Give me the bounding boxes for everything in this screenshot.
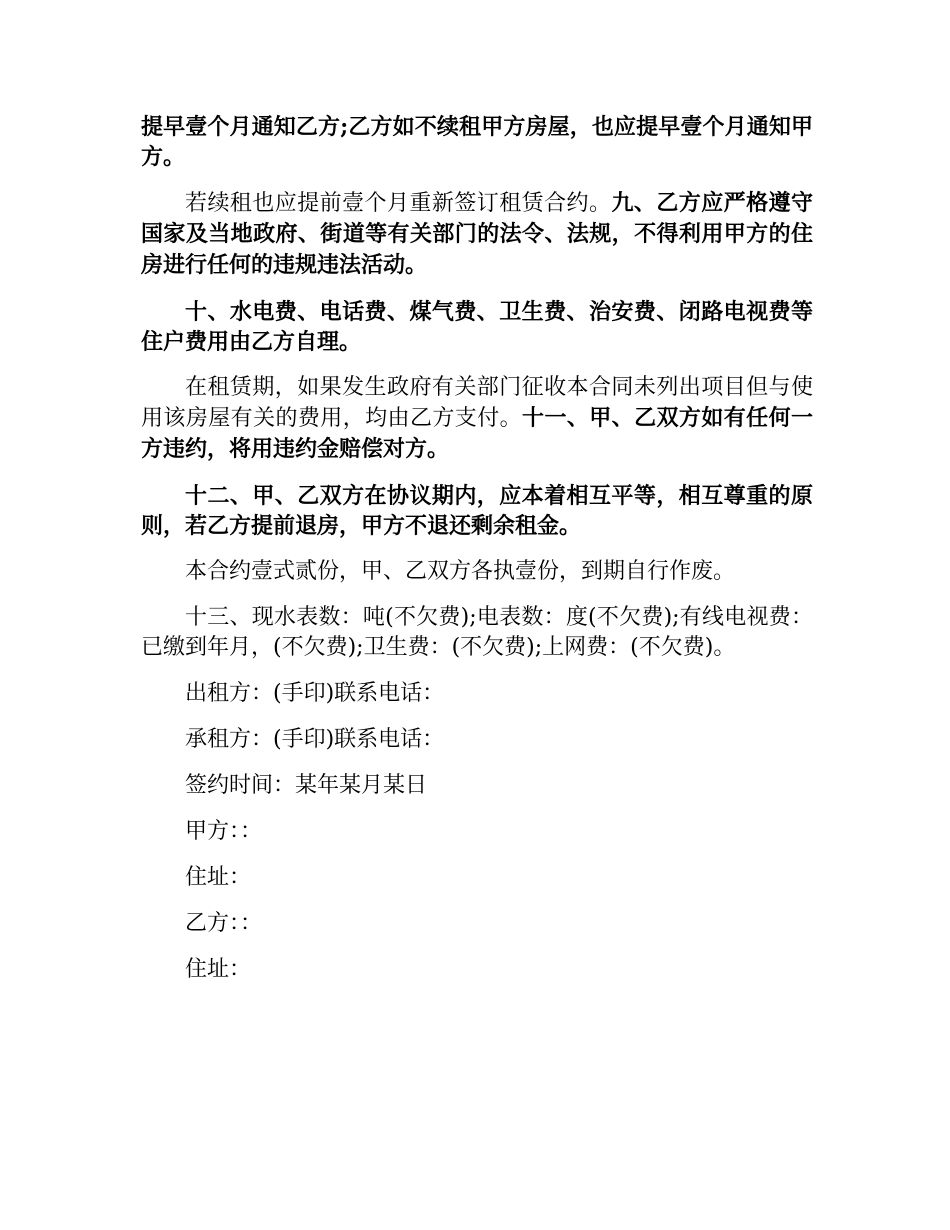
clause-11-text: 十一、甲、乙双方如有任何一方违约，将用违约金赔偿对方。	[141, 405, 813, 462]
party-a-address-line	[141, 863, 813, 893]
tenant-line	[141, 725, 813, 755]
paragraph-clause-10	[141, 297, 813, 357]
signing-date-text: 签约时间：某年某月某日	[185, 773, 428, 798]
clause-9-text: 九、乙方应严格遵守国家及当地政府、街道等有关部门的法令、法规，不得利用甲方的住房进行任何的违规违法活动。	[141, 190, 813, 278]
paragraph-renewal-clause-9	[141, 188, 813, 281]
party-a-text: 甲方：：	[185, 819, 263, 844]
landlord-text: 出租方：(手印)联系电话：	[185, 681, 445, 706]
paragraph-clause-12	[141, 481, 813, 541]
clause-12-text: 十二、甲、乙双方在协议期内，应本着相互平等，相互尊重的原则，若乙方提前退房，甲方不退还剩余租金。	[141, 483, 813, 539]
party-b-address-line	[141, 955, 813, 985]
party-a-line	[141, 817, 813, 847]
paragraph-notice	[141, 112, 813, 172]
paragraph-clause-13	[141, 603, 813, 663]
notice-text: 提早壹个月通知乙方;乙方如不续租甲方房屋，也应提早壹个月通知甲方。	[141, 114, 813, 170]
party-b-line	[141, 909, 813, 939]
paragraph-copies	[141, 557, 813, 587]
clause-10-text: 十、水电费、电话费、煤气费、卫生费、治安费、闭路电视费等住户费用由乙方自理。	[141, 299, 813, 355]
party-a-address-text: 住址：	[185, 865, 252, 890]
renewal-text: 若续租也应提前壹个月重新签订租赁合约。	[185, 191, 612, 216]
landlord-line	[141, 679, 813, 709]
document-page	[141, 112, 813, 1001]
tenant-text: 承租方：(手印)联系电话：	[185, 727, 445, 752]
party-b-address-text: 住址：	[185, 957, 252, 982]
copies-text: 本合约壹式贰份，甲、乙双方各执壹份，到期自行作废。	[185, 559, 736, 584]
party-b-text: 乙方：：	[185, 911, 263, 936]
paragraph-fees-clause-11	[141, 373, 813, 465]
fees-text: 在租赁期，如果发生政府有关部门征收本合同未列出项目但与使用该房屋有关的费用，均由乙方支付。	[141, 375, 813, 431]
clause-13-text: 十三、现水表数：吨(不欠费);电表数：度(不欠费);有线电视费：已缴到年月，(不欠费);卫生费：(不欠费);上网费：(不欠费)。	[141, 605, 813, 660]
signing-date-line	[141, 771, 813, 801]
